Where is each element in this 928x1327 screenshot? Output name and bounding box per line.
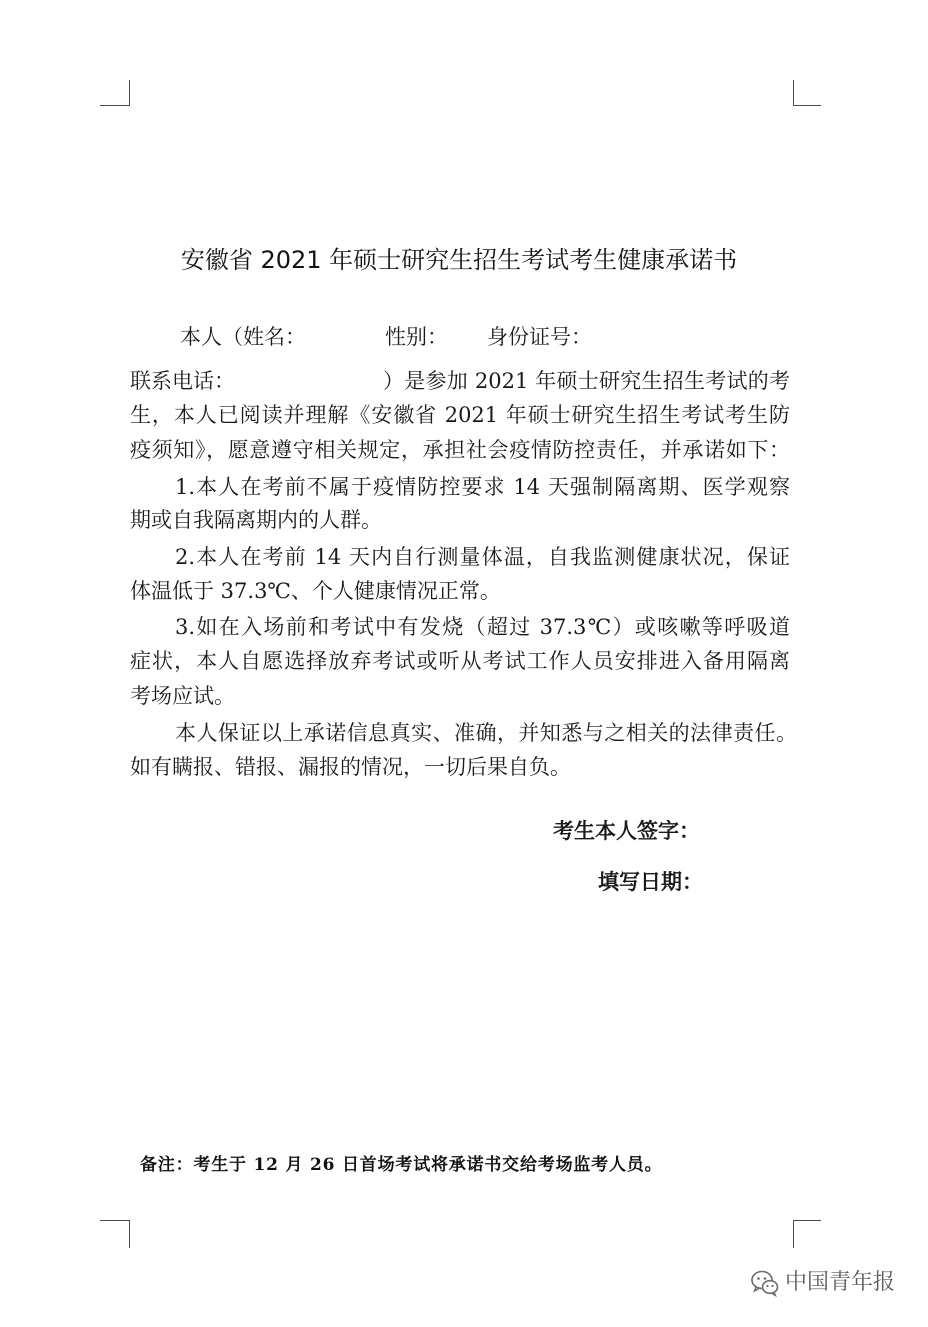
document-title: 安徽省 2021 年硕士研究生招生考试考生健康承诺书 <box>180 246 738 274</box>
crop-mark-top-left-horizontal <box>100 105 130 106</box>
watermark-text: 中国青年报 <box>785 1270 896 1295</box>
body-line: 考场应试。 <box>130 684 235 708</box>
body-line-item-3: 3.如在入场前和考试中有发烧（超过 37.3℃）或咳嗽等呼吸道 <box>175 615 790 639</box>
body-line: 体温低于 37.3℃、个人健康情况正常。 <box>130 579 501 603</box>
crop-mark-top-right-horizontal <box>793 105 821 106</box>
crop-mark-top-left-vertical <box>129 80 130 106</box>
body-line-item-1: 1.本人在考前不属于疫情防控要求 14 天强制隔离期、医学观察 <box>175 475 790 499</box>
body-line: 疫须知》，愿意遵守相关规定，承担社会疫情防控责任，并承诺如下： <box>130 438 790 462</box>
crop-mark-top-right-vertical <box>793 80 794 106</box>
name-label: 本人（姓名： <box>180 325 306 349</box>
body-line: 期或自我隔离期内的人群。 <box>130 508 382 532</box>
crop-mark-bottom-left-horizontal <box>100 1220 130 1221</box>
body-line: 如有瞒报、错报、漏报的情况，一切后果自负。 <box>130 755 571 779</box>
body-line-guarantee: 本人保证以上承诺信息真实、准确，并知悉与之相关的法律责任。 <box>175 721 797 745</box>
footnote-remark: 备注：考生于 12 月 26 日首场考试将承诺书交给考场监考人员。 <box>140 1155 663 1175</box>
date-label: 填写日期： <box>598 870 703 894</box>
signature-label: 考生本人签字： <box>553 819 700 843</box>
phone-label: 联系电话： <box>130 369 235 393</box>
gender-label: 性别： <box>385 325 448 349</box>
body-line: 生，本人已阅读并理解《安徽省 2021 年硕士研究生招生考试考生防 <box>130 403 790 427</box>
body-line-item-2: 2.本人在考前 14 天内自行测量体温，自我监测健康状况，保证 <box>175 545 790 569</box>
phone-line-tail: ）是参加 2021 年硕士研究生招生考试的考 <box>383 369 790 393</box>
crop-mark-bottom-right-vertical <box>793 1220 794 1248</box>
crop-mark-bottom-right-horizontal <box>793 1220 821 1221</box>
body-line: 症状，本人自愿选择放弃考试或听从考试工作人员安排进入备用隔离 <box>130 649 790 673</box>
wechat-icon <box>750 1268 780 1298</box>
crop-mark-bottom-left-vertical <box>129 1220 130 1248</box>
id-number-label: 身份证号： <box>487 325 592 349</box>
